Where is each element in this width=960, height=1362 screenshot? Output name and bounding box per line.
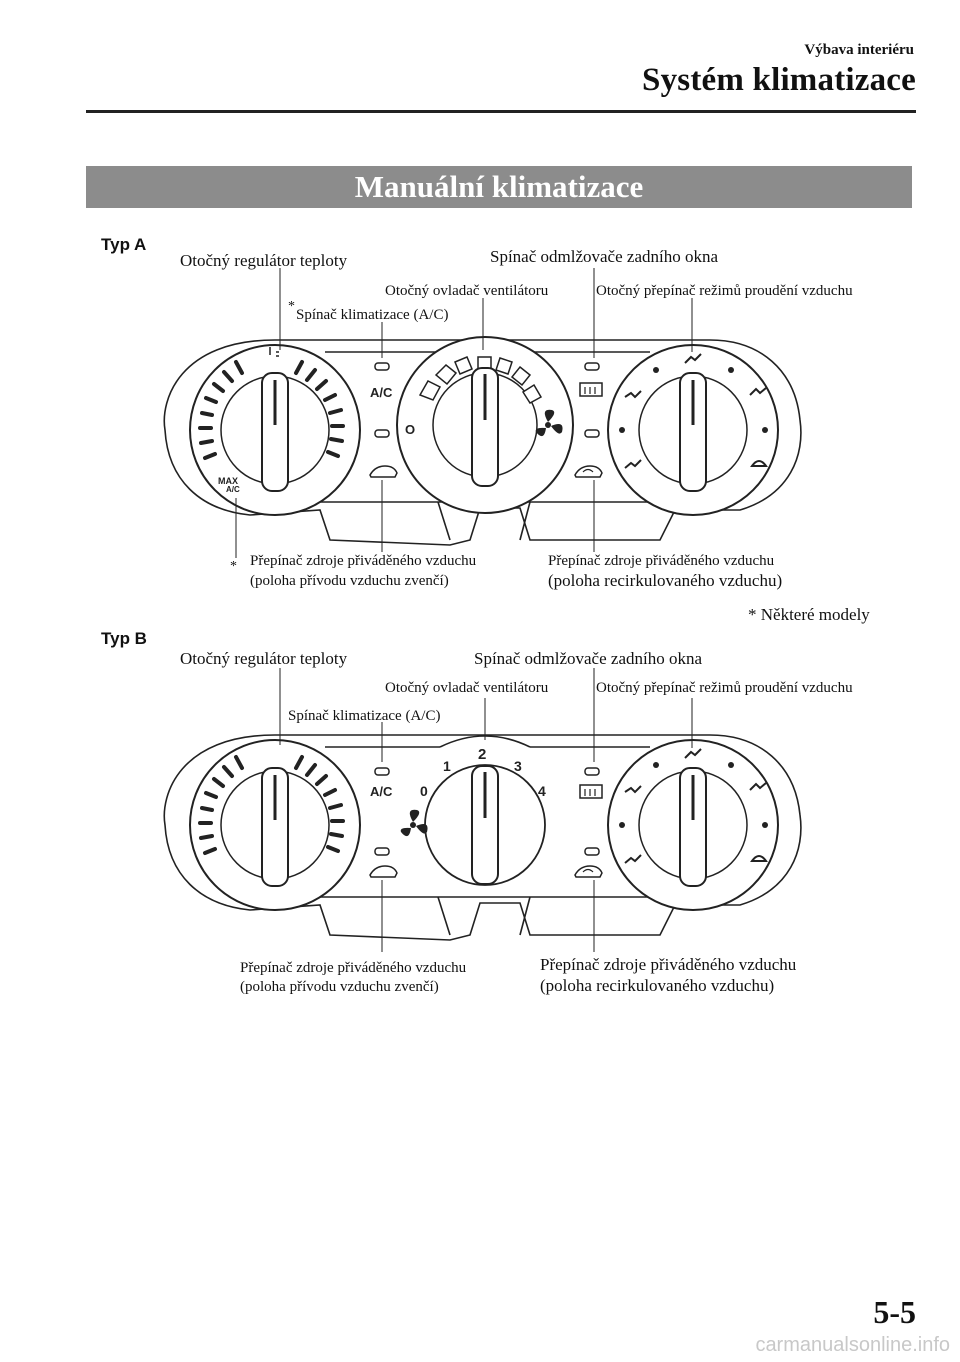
type-a-diagram <box>0 240 960 630</box>
fan-off-label: O <box>405 422 416 437</box>
ac-button[interactable] <box>370 768 393 799</box>
ac-led <box>375 363 389 370</box>
rear-defog-icon <box>580 383 602 396</box>
header-rule <box>86 110 916 113</box>
max-ac-label: A/C <box>226 485 240 494</box>
callout-temp-dial: Otočný regulátor teploty <box>180 649 348 668</box>
callout-rear-defog: Spínač odmlžovače zadního okna <box>474 649 703 668</box>
callout-max-star: * <box>230 559 237 574</box>
fan-speed-0: 0 <box>420 783 428 799</box>
callout-ac-switch: Spínač klimatizace (A/C) <box>296 307 449 323</box>
type-a-label: Typ A <box>101 235 147 254</box>
car-recirc-icon <box>575 466 602 477</box>
mode-dial[interactable] <box>608 740 778 910</box>
car-fresh-icon <box>370 866 397 877</box>
ac-text: A/C <box>370 385 393 400</box>
section-name: Výbava interiéru <box>804 42 914 58</box>
callout-recirc-2: (poloha recirkulovaného vzduchu) <box>548 571 783 590</box>
callout-fresh-1: Přepínač zdroje přiváděného vzduchu <box>240 960 467 976</box>
type-a-figure <box>0 240 960 630</box>
car-recirc-icon <box>575 866 602 877</box>
fan-icon <box>401 810 428 836</box>
fan-speed-4: 4 <box>538 783 546 799</box>
section-banner: Manuální klimatizace <box>86 166 912 208</box>
fan-speed-2: 2 <box>478 746 487 763</box>
ac-text: A/C <box>370 784 393 799</box>
callout-recirc-2: (poloha recirkulovaného vzduchu) <box>540 976 775 995</box>
temp-dial[interactable] <box>190 345 360 515</box>
ac-button[interactable] <box>370 363 393 400</box>
callout-fan-dial: Otočný ovladač ventilátoru <box>385 680 549 696</box>
callout-mode-dial: Otočný přepínač režimů proudění vzduchu <box>596 283 853 299</box>
callout-fan-dial: Otočný ovladač ventilátoru <box>385 283 549 299</box>
callout-fresh-2: (poloha přívodu vzduchu zvenčí) <box>240 979 439 995</box>
car-fresh-icon <box>370 466 397 477</box>
footnote: * Některé modely <box>748 605 870 624</box>
fan-speed-3: 3 <box>514 758 522 774</box>
rear-defog-button[interactable] <box>580 768 602 798</box>
callout-recirc-1: Přepínač zdroje přiváděného vzduchu <box>540 955 797 974</box>
type-b-figure <box>0 640 960 1000</box>
chapter-title: Systém klimatizace <box>642 62 916 98</box>
callout-mode-dial: Otočný přepínač režimů proudění vzduchu <box>596 680 853 696</box>
callout-temp-dial: Otočný regulátor teploty <box>180 251 348 270</box>
page-number: 5-5 <box>873 1294 916 1330</box>
callout-recirc-1: Přepínač zdroje přiváděného vzduchu <box>548 553 775 569</box>
recirc-button[interactable] <box>575 430 602 477</box>
temp-dial[interactable] <box>190 740 360 910</box>
type-b-label: Typ B <box>101 629 147 648</box>
fan-dial[interactable] <box>401 746 546 885</box>
callout-ac-switch: Spínač klimatizace (A/C) <box>288 708 441 724</box>
fan-dial[interactable] <box>397 337 573 513</box>
fresh-air-button[interactable] <box>370 430 397 477</box>
mode-dial[interactable] <box>608 345 778 515</box>
watermark: carmanualsonline.info <box>755 1334 950 1356</box>
callout-ac-star: * <box>288 299 295 314</box>
fan-speed-1: 1 <box>443 758 451 774</box>
type-b-diagram <box>0 640 960 1000</box>
callout-fresh-2: (poloha přívodu vzduchu zvenčí) <box>250 573 449 589</box>
max-label: MAX <box>218 476 238 486</box>
callout-fresh-1: Přepínač zdroje přiváděného vzduchu <box>250 553 477 569</box>
rear-defog-button[interactable] <box>580 363 602 396</box>
rear-defog-icon <box>580 785 602 798</box>
fresh-air-button[interactable] <box>370 848 397 877</box>
callout-rear-defog: Spínač odmlžovače zadního okna <box>490 247 719 266</box>
recirc-button[interactable] <box>575 848 602 877</box>
